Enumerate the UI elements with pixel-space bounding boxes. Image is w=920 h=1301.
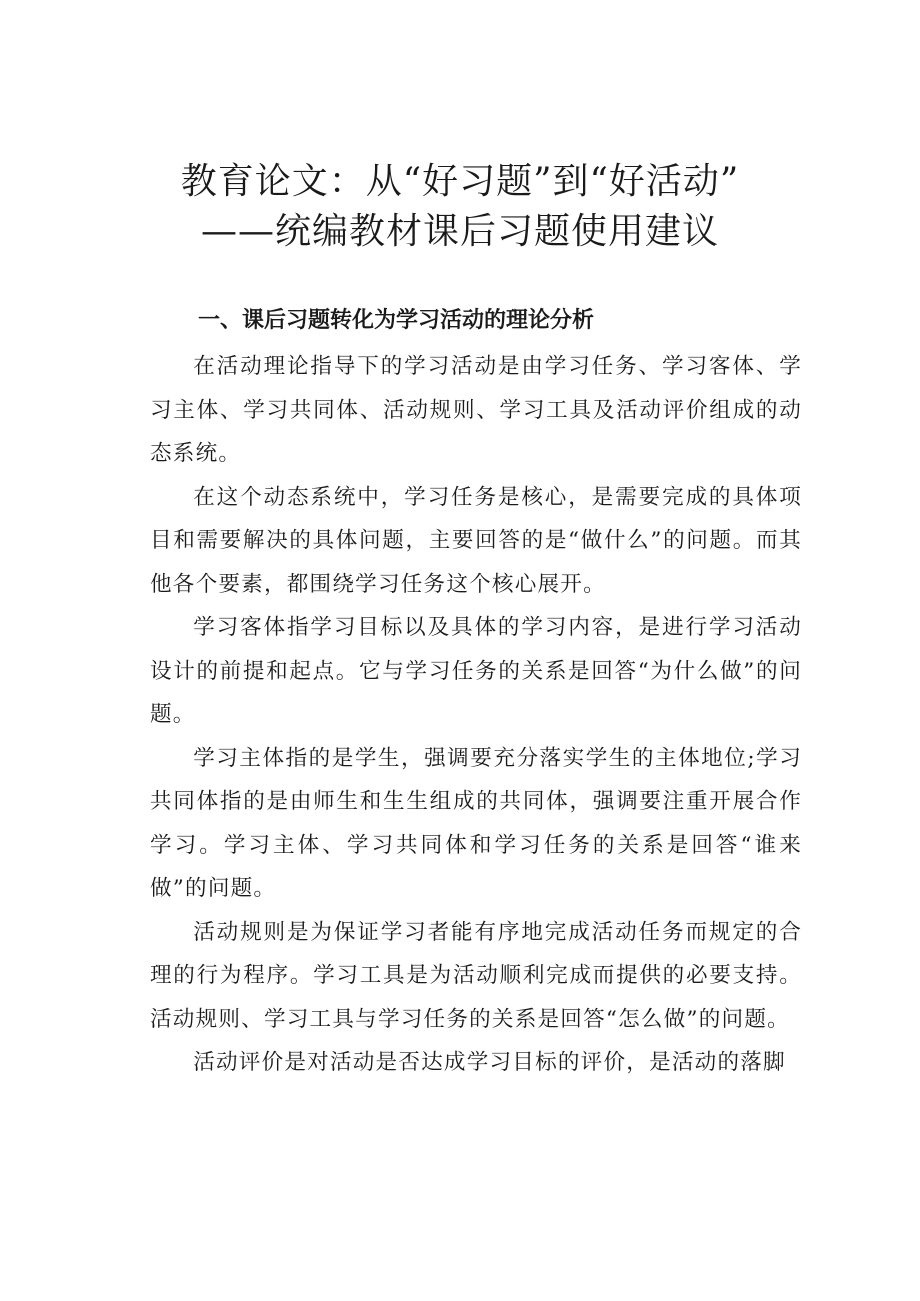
paragraph: 活动规则是为保证学习者能有序地完成活动任务而规定的合理的行为程序。学习工具是为活动顺利完成而提供的必要支持。活动规则、学习工具与学习任务的关系是回答“怎么做”的问题。 bbox=[150, 919, 802, 1032]
paragraph: 学习客体指学习目标以及具体的学习内容，是进行学习活动设计的前提和起点。它与学习任务的关系是回答“为什么做”的问题。 bbox=[150, 615, 802, 727]
section-heading: 一、课后习题转化为学习活动的理论分析 bbox=[198, 308, 595, 333]
document-title: 教育论文：从“好习题”到“好活动” bbox=[180, 161, 740, 202]
body-text bbox=[150, 345, 802, 1085]
paragraph: 在这个动态系统中，学习任务是核心，是需要完成的具体项目和需要解决的具体问题，主要回答的是“做什么”的问题。而其他各个要素，都围绕学习任务这个核心展开。 bbox=[150, 484, 802, 597]
paragraph: 在活动理论指导下的学习活动是由学习任务、学习客体、学习主体、学习共同体、活动规则、学习工具及活动评价组成的动态系统。 bbox=[150, 354, 802, 466]
paragraph: 学习主体指的是学生，强调要充分落实学生的主体地位;学习共同体指的是由师生和生生组成的共同体，强调要注重开展合作学习。学习主体、学习共同体和学习任务的关系是回答“谁来做”的问题。 bbox=[150, 745, 802, 901]
paragraph: 活动评价是对活动是否达成学习目标的评价，是活动的落脚 bbox=[193, 1050, 786, 1075]
document-subtitle: ——统编教材课后习题使用建议 bbox=[200, 211, 719, 252]
